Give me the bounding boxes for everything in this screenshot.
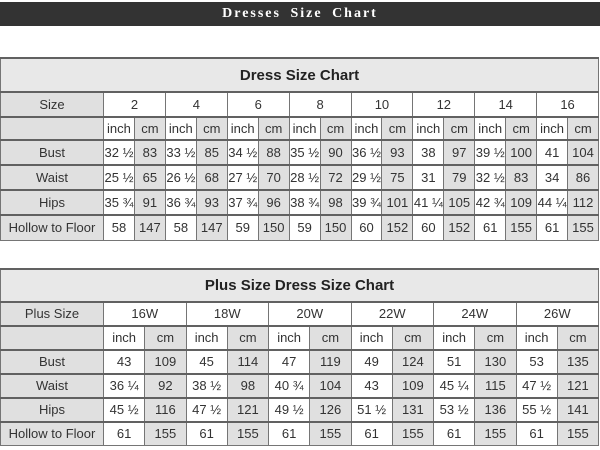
cm-value-cell: 88 — [258, 140, 289, 165]
table-title: Plus Size Dress Size Chart — [1, 269, 599, 302]
cm-value-cell: 155 — [310, 422, 351, 446]
inch-value-cell: 39 ¾ — [351, 190, 382, 215]
cm-value-cell: 126 — [310, 398, 351, 422]
size-header-cell: 26W — [516, 302, 599, 326]
inch-value-cell: 35 ½ — [289, 140, 320, 165]
unit-header-cell: inch — [434, 326, 475, 350]
inch-value-cell: 42 ¾ — [475, 190, 506, 215]
cm-value-cell: 83 — [506, 165, 537, 190]
inch-value-cell: 60 — [413, 215, 444, 240]
inch-value-cell: 33 ½ — [165, 140, 196, 165]
inch-value-cell: 40 ¾ — [269, 374, 310, 398]
size-header-cell: 2 — [104, 92, 166, 117]
cm-value-cell: 135 — [557, 350, 598, 374]
inch-value-cell: 38 ¾ — [289, 190, 320, 215]
size-header-cell: 4 — [165, 92, 227, 117]
inch-value-cell: 44 ¼ — [537, 190, 568, 215]
cm-value-cell: 147 — [196, 215, 227, 240]
measurement-row-label: Hips — [1, 398, 104, 422]
unit-header-cell: cm — [227, 326, 268, 350]
unit-header-cell: inch — [351, 326, 392, 350]
cm-value-cell: 150 — [320, 215, 351, 240]
inch-value-cell: 58 — [165, 215, 196, 240]
inch-value-cell: 34 ½ — [227, 140, 258, 165]
unit-header-cell: inch — [289, 117, 320, 140]
inch-value-cell: 55 ½ — [516, 398, 557, 422]
inch-value-cell: 38 ½ — [186, 374, 227, 398]
inch-value-cell: 32 ½ — [475, 165, 506, 190]
inch-value-cell: 61 — [537, 215, 568, 240]
unit-header-cell: cm — [444, 117, 475, 140]
cm-value-cell: 155 — [475, 422, 516, 446]
cm-value-cell: 72 — [320, 165, 351, 190]
unit-header-cell: cm — [557, 326, 598, 350]
cm-value-cell: 141 — [557, 398, 598, 422]
inch-value-cell: 53 ½ — [434, 398, 475, 422]
unit-header-cell: cm — [145, 326, 186, 350]
page-title: Dresses Size Chart — [222, 6, 378, 21]
cm-value-cell: 121 — [557, 374, 598, 398]
size-header-cell: 12 — [413, 92, 475, 117]
unit-header-cell: inch — [413, 117, 444, 140]
unit-header-cell: cm — [310, 326, 351, 350]
cm-value-cell: 152 — [382, 215, 413, 240]
cm-value-cell: 75 — [382, 165, 413, 190]
inch-value-cell: 25 ½ — [104, 165, 135, 190]
size-row-label: Size — [1, 92, 104, 117]
inch-value-cell: 61 — [351, 422, 392, 446]
inch-value-cell: 58 — [104, 215, 135, 240]
unit-header-cell: cm — [382, 117, 413, 140]
cm-value-cell: 155 — [506, 215, 537, 240]
size-header-cell: 22W — [351, 302, 434, 326]
cm-value-cell: 130 — [475, 350, 516, 374]
inch-value-cell: 59 — [289, 215, 320, 240]
cm-value-cell: 121 — [227, 398, 268, 422]
unit-header-cell: inch — [537, 117, 568, 140]
inch-value-cell: 37 ¾ — [227, 190, 258, 215]
inch-value-cell: 59 — [227, 215, 258, 240]
unit-header-cell: cm — [320, 117, 351, 140]
inch-value-cell: 47 — [269, 350, 310, 374]
unit-row-spacer — [1, 117, 104, 140]
measurement-row-label: Hollow to Floor — [1, 422, 104, 446]
unit-header-cell: cm — [475, 326, 516, 350]
cm-value-cell: 109 — [392, 374, 433, 398]
unit-header-cell: inch — [186, 326, 227, 350]
cm-value-cell: 90 — [320, 140, 351, 165]
cm-value-cell: 79 — [444, 165, 475, 190]
inch-value-cell: 61 — [516, 422, 557, 446]
cm-value-cell: 96 — [258, 190, 289, 215]
cm-value-cell: 104 — [568, 140, 599, 165]
cm-value-cell: 155 — [227, 422, 268, 446]
inch-value-cell: 36 ½ — [351, 140, 382, 165]
size-header-cell: 24W — [434, 302, 517, 326]
inch-value-cell: 45 — [186, 350, 227, 374]
measurement-row-label: Bust — [1, 350, 104, 374]
inch-value-cell: 27 ½ — [227, 165, 258, 190]
cm-value-cell: 104 — [310, 374, 351, 398]
table-row — [1, 422, 599, 446]
unit-row-spacer — [1, 326, 104, 350]
inch-value-cell: 39 ½ — [475, 140, 506, 165]
inch-value-cell: 47 ½ — [516, 374, 557, 398]
cm-value-cell: 105 — [444, 190, 475, 215]
inch-value-cell: 28 ½ — [289, 165, 320, 190]
inch-value-cell: 35 ¾ — [104, 190, 135, 215]
measurement-row-label: Waist — [1, 374, 104, 398]
inch-value-cell: 53 — [516, 350, 557, 374]
dress-size-chart-table — [0, 57, 599, 241]
unit-header-cell: cm — [568, 117, 599, 140]
cm-value-cell: 68 — [196, 165, 227, 190]
inch-value-cell: 45 ¼ — [434, 374, 475, 398]
cm-value-cell: 147 — [134, 215, 165, 240]
inch-value-cell: 32 ½ — [104, 140, 135, 165]
unit-header-cell: inch — [351, 117, 382, 140]
size-header-cell: 8 — [289, 92, 351, 117]
cm-value-cell: 85 — [196, 140, 227, 165]
table-row — [1, 190, 599, 215]
inch-value-cell: 41 — [537, 140, 568, 165]
size-header-cell: 10 — [351, 92, 413, 117]
cm-value-cell: 152 — [444, 215, 475, 240]
inch-value-cell: 60 — [351, 215, 382, 240]
table-row — [1, 374, 599, 398]
table-row — [1, 140, 599, 165]
cm-value-cell: 93 — [196, 190, 227, 215]
cm-value-cell: 155 — [557, 422, 598, 446]
table-row — [1, 398, 599, 422]
cm-value-cell: 93 — [382, 140, 413, 165]
cm-value-cell: 155 — [145, 422, 186, 446]
cm-value-cell: 101 — [382, 190, 413, 215]
cm-value-cell: 150 — [258, 215, 289, 240]
inch-value-cell: 36 ¼ — [104, 374, 145, 398]
inch-value-cell: 61 — [434, 422, 475, 446]
unit-header-cell: inch — [516, 326, 557, 350]
inch-value-cell: 51 — [434, 350, 475, 374]
size-header-cell: 20W — [269, 302, 352, 326]
inch-value-cell: 49 ½ — [269, 398, 310, 422]
plus-size-dress-size-chart-table — [0, 268, 599, 447]
inch-value-cell: 29 ½ — [351, 165, 382, 190]
cm-value-cell: 109 — [145, 350, 186, 374]
inch-value-cell: 43 — [351, 374, 392, 398]
size-header-cell: 16 — [537, 92, 599, 117]
unit-header-cell: cm — [506, 117, 537, 140]
inch-value-cell: 47 ½ — [186, 398, 227, 422]
measurement-row-label: Hollow to Floor — [1, 215, 104, 240]
inch-value-cell: 61 — [104, 422, 145, 446]
unit-header-cell: inch — [269, 326, 310, 350]
inch-value-cell: 34 — [537, 165, 568, 190]
cm-value-cell: 109 — [506, 190, 537, 215]
cm-value-cell: 124 — [392, 350, 433, 374]
cm-value-cell: 65 — [134, 165, 165, 190]
unit-header-cell: cm — [392, 326, 433, 350]
measurement-row-label: Waist — [1, 165, 104, 190]
inch-value-cell: 26 ½ — [165, 165, 196, 190]
cm-value-cell: 155 — [568, 215, 599, 240]
unit-header-cell: inch — [227, 117, 258, 140]
table-row — [1, 215, 599, 240]
cm-value-cell: 115 — [475, 374, 516, 398]
unit-header-cell: inch — [104, 117, 135, 140]
table-row — [1, 165, 599, 190]
cm-value-cell: 100 — [506, 140, 537, 165]
cm-value-cell: 92 — [145, 374, 186, 398]
inch-value-cell: 51 ½ — [351, 398, 392, 422]
inch-value-cell: 41 ¼ — [413, 190, 444, 215]
unit-header-cell: cm — [196, 117, 227, 140]
size-header-cell: 14 — [475, 92, 537, 117]
size-header-cell: 18W — [186, 302, 269, 326]
cm-value-cell: 116 — [145, 398, 186, 422]
table-title: Dress Size Chart — [1, 58, 599, 92]
size-row-label: Plus Size — [1, 302, 104, 326]
cm-value-cell: 136 — [475, 398, 516, 422]
inch-value-cell: 36 ¾ — [165, 190, 196, 215]
inch-value-cell: 61 — [475, 215, 506, 240]
size-chart-page — [0, 2, 600, 446]
cm-value-cell: 114 — [227, 350, 268, 374]
cm-value-cell: 86 — [568, 165, 599, 190]
inch-value-cell: 38 — [413, 140, 444, 165]
cm-value-cell: 98 — [320, 190, 351, 215]
cm-value-cell: 112 — [568, 190, 599, 215]
inch-value-cell: 61 — [269, 422, 310, 446]
size-header-cell: 16W — [104, 302, 187, 326]
cm-value-cell: 131 — [392, 398, 433, 422]
unit-header-cell: inch — [165, 117, 196, 140]
inch-value-cell: 61 — [186, 422, 227, 446]
table-row — [1, 350, 599, 374]
inch-value-cell: 31 — [413, 165, 444, 190]
cm-value-cell: 83 — [134, 140, 165, 165]
cm-value-cell: 70 — [258, 165, 289, 190]
unit-header-cell: cm — [134, 117, 165, 140]
unit-header-cell: inch — [104, 326, 145, 350]
inch-value-cell: 49 — [351, 350, 392, 374]
measurement-row-label: Hips — [1, 190, 104, 215]
page-header-bar — [0, 2, 600, 26]
cm-value-cell: 98 — [227, 374, 268, 398]
cm-value-cell: 155 — [392, 422, 433, 446]
unit-header-cell: inch — [475, 117, 506, 140]
unit-header-cell: cm — [258, 117, 289, 140]
measurement-row-label: Bust — [1, 140, 104, 165]
cm-value-cell: 97 — [444, 140, 475, 165]
inch-value-cell: 45 ½ — [104, 398, 145, 422]
cm-value-cell: 119 — [310, 350, 351, 374]
size-header-cell: 6 — [227, 92, 289, 117]
inch-value-cell: 43 — [104, 350, 145, 374]
cm-value-cell: 91 — [134, 190, 165, 215]
